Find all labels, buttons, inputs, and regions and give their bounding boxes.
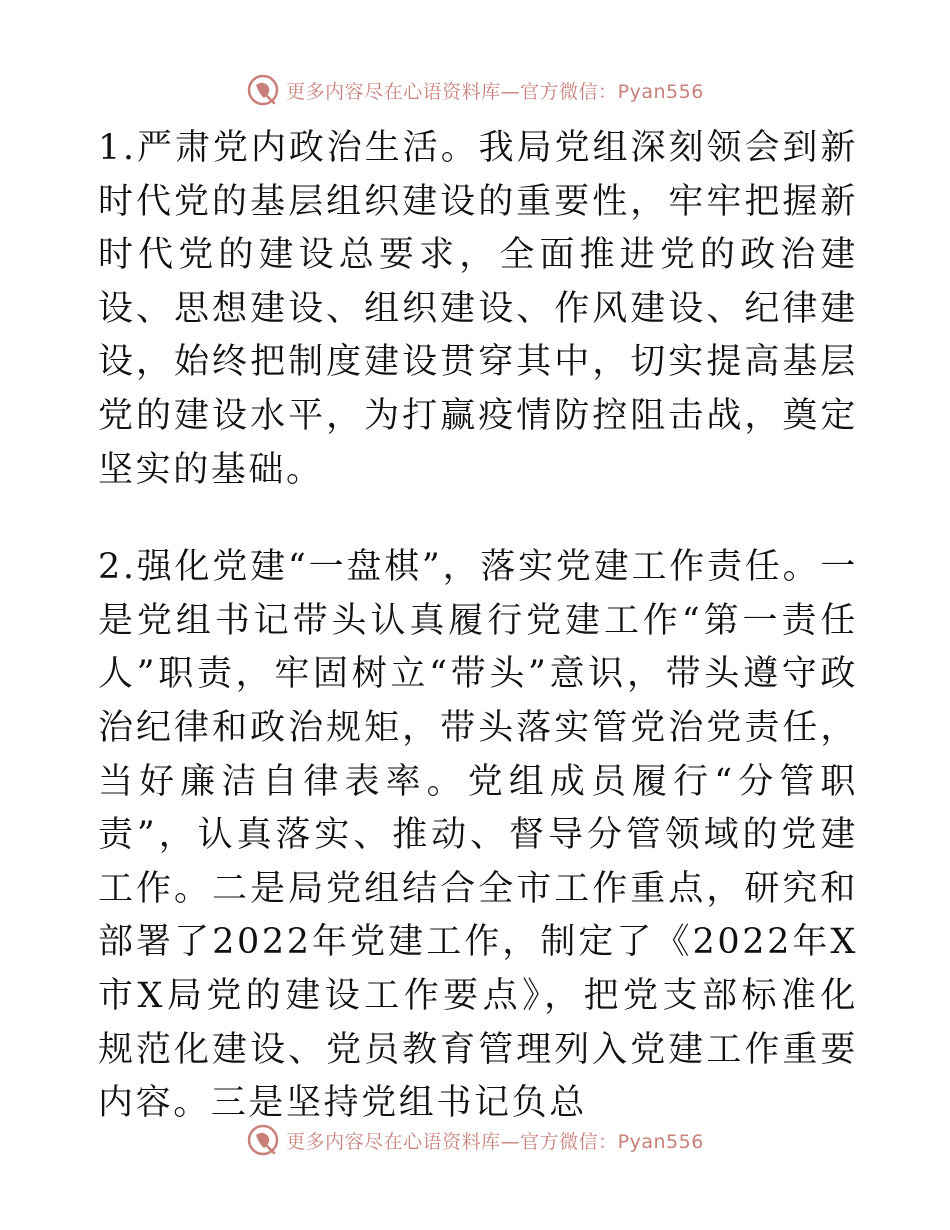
footer-watermark-text: 更多内容尽在心语资料库—官方微信：Pyan556 <box>286 1130 704 1153</box>
paragraph-2: 2.强化党建“一盘棋”，落实党建工作责任。一是党组书记带头认真履行党建工作“第一责任人”职责，牢固树立“带头”意识，带头遵守政治纪律和政治规矩，带头落实管党治党责任，当好廉洁自律表率。党组成员履行“分管职责”，认真落实、推动、督导分管领域的党建工作。二是局党组结合全市工作重点，研究和部署了2022年党建工作，制定了《2022年X市X局党的建设工作要点》，把党支部标准化规范化建设、党员教育管理列入党建工作重要内容。三是坚持党组书记负总 <box>98 547 858 1124</box>
header-watermark-text: 更多内容尽在心语资料库—官方微信：Pyan556 <box>286 80 704 103</box>
heart-pen-logo-icon <box>246 1123 280 1157</box>
heart-pen-logo-icon <box>246 73 280 107</box>
paragraph-1: 1.严肃党内政治生活。我局党组深刻领会到新时代党的基层组织建设的重要性，牢牢把握新时代党的建设总要求，全面推进党的政治建设、思想建设、组织建设、作风建设、纪律建设，始终把制度建设贯穿其中，切实提高基层党的建设水平，为打赢疫情防控阻击战，奠定坚实的基础。 <box>98 128 858 490</box>
footer-watermark <box>0 1120 950 1160</box>
document-body <box>98 122 858 1131</box>
header-watermark <box>0 70 950 110</box>
